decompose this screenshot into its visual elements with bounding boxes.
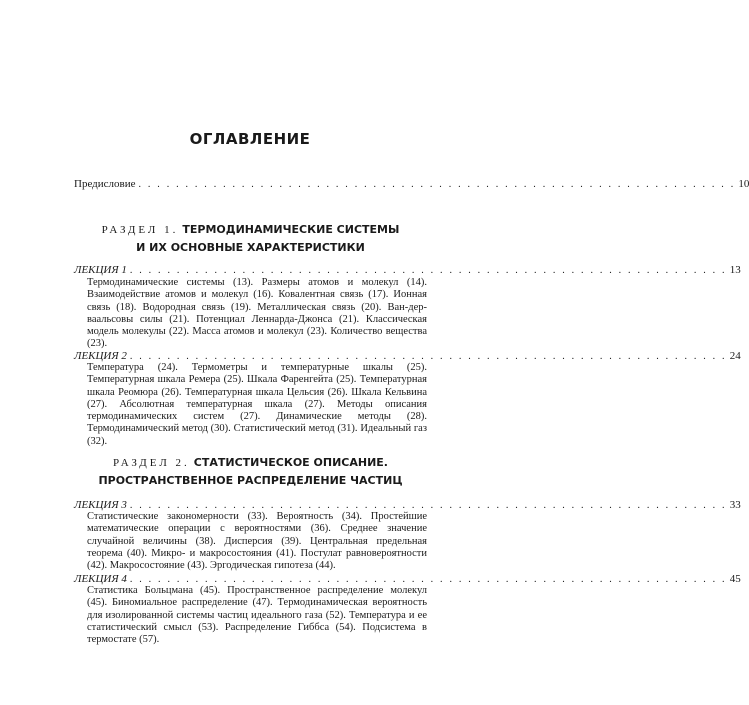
section-heading-2[interactable] [74, 453, 427, 489]
leader-dots: . . . . . . . . . . . . . . . . . . . . . . . . . . . . . . . . . . . . . . . . . . . . . . . . . . . . . . . . . . . . . . . . [138, 179, 736, 190]
section-heading-1[interactable] [74, 220, 427, 256]
toc-entry-lecture-4[interactable] [74, 573, 741, 585]
lecture-summary: Статистика Больцмана (45). Пространственное распределение молекул (45). Биномиальное распределение (47). Термодинамическая вероятность для изолированной системы частиц идеального газа (52). Температура и ее статистический смысл (53). Распределение Гиббса (54). Подсистема в термостате (57). [87, 585, 427, 646]
toc-entry-lecture-2[interactable] [74, 350, 741, 362]
entry-page-number: 13 [729, 264, 741, 276]
section-title-line1: ТЕРМОДИНАМИЧЕСКИЕ СИСТЕМЫ [182, 223, 400, 236]
entry-page-number: 24 [729, 350, 741, 362]
toc-title: ОГЛАВЛЕНИЕ [189, 130, 311, 148]
lecture-summary: Статистические закономерности (33). Вероятность (34). Простейшие математические операции с вероятностями (36). Среднее значение случайной величины (38). Дисперсия (39). Центральная предельная теорема (40). Микро- и макросостояния (41). Постулат равновероятности (42). Макросостояние (43). Эргодическая гипотеза (44). [87, 511, 427, 572]
entry-label: ЛЕКЦИЯ 3 [74, 499, 127, 511]
entry-label: Предисловие [74, 178, 136, 190]
entry-label: ЛЕКЦИЯ 4 [74, 573, 127, 585]
leader-dots: . . . . . . . . . . . . . . . . . . . . . . . . . . . . . . . . . . . . . . . . . . . . . . . . . . . . . . . . . . . . . . . . [129, 351, 727, 362]
section-prefix: РАЗДЕЛ 1. [101, 224, 179, 236]
toc-entry-lecture-3[interactable] [74, 499, 741, 511]
entry-page-number: 33 [729, 499, 741, 511]
toc-entry-preface[interactable] [74, 178, 749, 190]
section-prefix: РАЗДЕЛ 2. [113, 457, 190, 469]
lecture-summary: Термодинамические системы (13). Размеры атомов и молекул (14). Взаимодействие атомов и молекул (16). Ковалентная связь (17). Ионная связь (18). Водородная связь (19). Металлическая связь (20). Ван-дер-ваальсовы силы (21). Потенциал Леннарда-Джонса (21). Классическая модель молекулы (22). Масса атомов и молекул (23). Количество вещества (23). [87, 277, 427, 350]
lecture-summary: Температура (24). Термометры и температурные шкалы (25). Температурная шкала Ремера (25). Шкала Фаренгейта (25). Температурная шкала Реомюра (26). Температурная шкала Цельсия (26). Шкала Кельвина (27). Абсолютная температурная шкала (27). Методы описания термодинамических систем (27). Динамические методы (28). Термодинамический метод (30). Статистический метод (31). Идеальный газ (32). [87, 362, 427, 447]
section-title-line2: ПРОСТРАНСТВЕННОЕ РАСПРЕДЕЛЕНИЕ ЧАСТИЦ [98, 474, 403, 487]
toc-entry-lecture-1[interactable] [74, 264, 741, 276]
section-title-line2: И ИХ ОСНОВНЫЕ ХАРАКТЕРИСТИКИ [136, 241, 365, 254]
entry-label: ЛЕКЦИЯ 1 [74, 264, 127, 276]
entry-label: ЛЕКЦИЯ 2 [74, 350, 127, 362]
leader-dots: . . . . . . . . . . . . . . . . . . . . . . . . . . . . . . . . . . . . . . . . . . . . . . . . . . . . . . . . . . . . . . . . [129, 265, 727, 276]
leader-dots: . . . . . . . . . . . . . . . . . . . . . . . . . . . . . . . . . . . . . . . . . . . . . . . . . . . . . . . . . . . . . . . . [129, 500, 727, 511]
entry-page-number: 10 [738, 178, 749, 190]
entry-page-number: 45 [729, 573, 741, 585]
section-title-line1: СТАТИСТИЧЕСКОЕ ОПИСАНИЕ. [193, 456, 388, 469]
leader-dots: . . . . . . . . . . . . . . . . . . . . . . . . . . . . . . . . . . . . . . . . . . . . . . . . . . . . . . . . . . . . . . . . [129, 574, 727, 585]
